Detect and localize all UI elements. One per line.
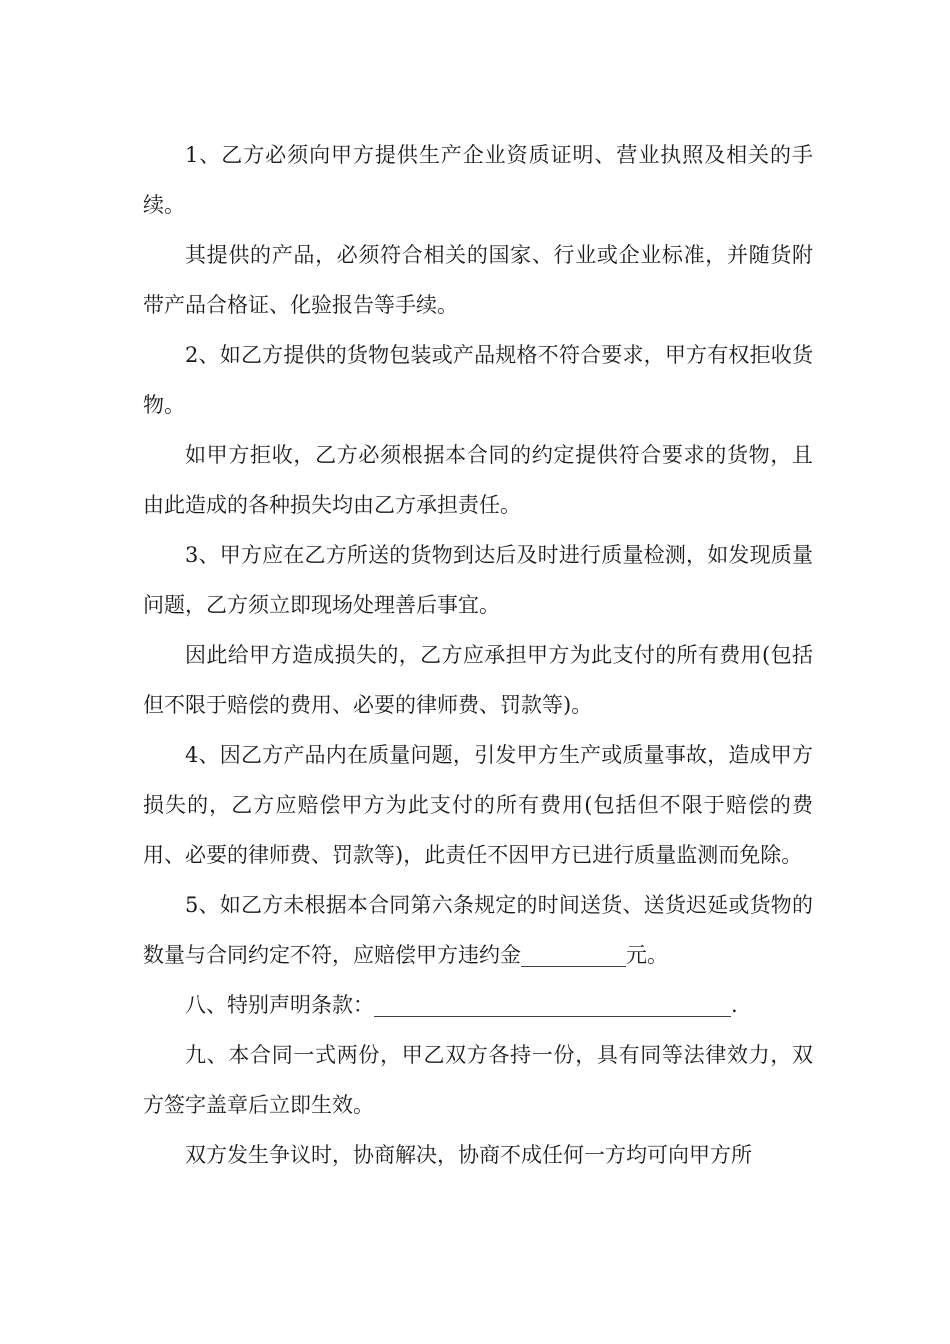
paragraph-replacement-liability: 如甲方拒收，乙方必须根据本合同的约定提供符合要求的货物，且由此造成的各种损失均由乙方承担责任。 <box>143 443 813 517</box>
paragraph-quality-accident: 4、因乙方产品内在质量问题，引发甲方生产或质量事故，造成甲方损失的，乙方应赔偿甲方为此支付的所有费用(包括但不限于赔偿的费用、必要的律师费、罚款等)，此责任不因甲方已进行质量监测而免除。 <box>143 743 813 867</box>
paragraph-special-statement: 八、特别声明条款：__________________________________. <box>185 993 738 1017</box>
paragraph-delivery-penalty: 5、如乙方未根据本合同第六条规定的时间送货、送货迟延或货物的数量与合同约定不符，应赔偿甲方违约金__________元。 <box>143 893 813 967</box>
paragraph-dispute-resolution: 双方发生争议时，协商解决，协商不成任何一方均可向甲方所 <box>185 1143 752 1167</box>
paragraph-rejection-right: 2、如乙方提供的货物包装或产品规格不符合要求，甲方有权拒收货物。 <box>143 343 813 417</box>
paragraph-qualification: 1、乙方必须向甲方提供生产企业资质证明、营业执照及相关的手续。 <box>143 143 813 217</box>
paragraph-loss-costs: 因此给甲方造成损失的，乙方应承担甲方为此支付的所有费用(包括但不限于赔偿的费用、必要的律师费、罚款等)。 <box>143 643 813 717</box>
paragraph-copies-validity: 九、本合同一式两份，甲乙双方各持一份，具有同等法律效力，双方签字盖章后立即生效。 <box>143 1043 813 1117</box>
contract-body <box>143 130 813 1180</box>
paragraph-quality-inspection: 3、甲方应在乙方所送的货物到达后及时进行质量检测，如发现质量问题，乙方须立即现场处理善后事宜。 <box>143 543 813 617</box>
paragraph-product-standards: 其提供的产品，必须符合相关的国家、行业或企业标准，并随货附带产品合格证、化验报告等手续。 <box>143 243 813 317</box>
